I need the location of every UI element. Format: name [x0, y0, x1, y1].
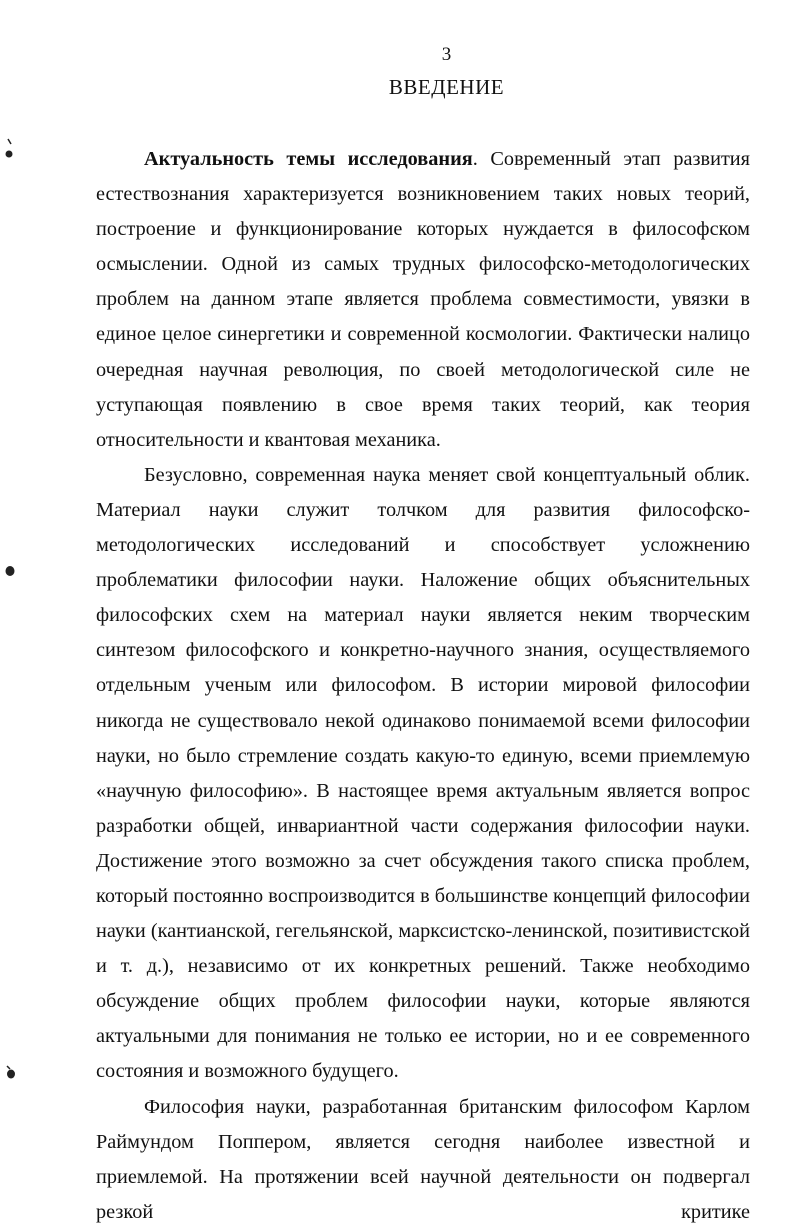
page-number: 3 — [441, 44, 452, 65]
scan-mark-top — [5, 138, 15, 150]
document-body — [96, 142, 750, 1230]
paragraph-relevance — [96, 142, 750, 458]
relevance-heading: Актуальность темы исследования — [144, 148, 473, 170]
section-title: ВВЕДЕНИЕ — [388, 75, 505, 99]
paragraph-science: Безусловно, современная наука меняет свой концептуальный облик. Материал науки служит толчком для развития философско-методологических исследований и способствует усложнению проблематики философии науки. Наложение общих объяснительных философских схем на материал науки является неким творческим синтезом философского и конкретно-научного знания, осуществляемого отдельным ученым или философом. В истории мировой философии никогда не существовало некой одинаково понимаемой всеми философии науки, но было стремление создать какую-то единую, всеми приемлемую «научную философию». В настоящее время актуальным является вопрос разработки общей, инвариантной части содержания философии науки. Достижение этого возможно за счет обсуждения такого списка проблем, который постоянно воспроизводится в большинстве концепций философии науки (кантианской, гегельянской, марксистско-ленинской, позитивистской и т. д.), независимо от их конкретных решений. Также необходимо обсуждение общих проблем философии науки, которые являются актуальными для понимания не только ее истории, но и ее современного состояния и возможного будущего. — [96, 463, 750, 1083]
paragraph-text: . Современный этап развития естествознания характеризуется возникновением таких новых теорий, построение и функционирование которых нуждается в философском осмыслении. Одной из самых трудных философско-методологических проблем на данном этапе является проблема совместимости, увязки в единое целое синергетики и современной космологии. Фактически налицо очередная научная революция, по своей методологической силе не уступающая появлению в свое время таких теорий, как теория относительности и квантовая механика. — [96, 148, 750, 451]
scan-mark-middle — [4, 564, 14, 576]
paragraph-popper: Философия науки, разработанная британским философом Карлом Раймундом Поппером, является сегодня наиболее известной и приемлемой. На протяжении всей научной деятельности он подвергал резкой критике — [96, 1095, 750, 1223]
scan-mark-bottom — [5, 1064, 15, 1076]
